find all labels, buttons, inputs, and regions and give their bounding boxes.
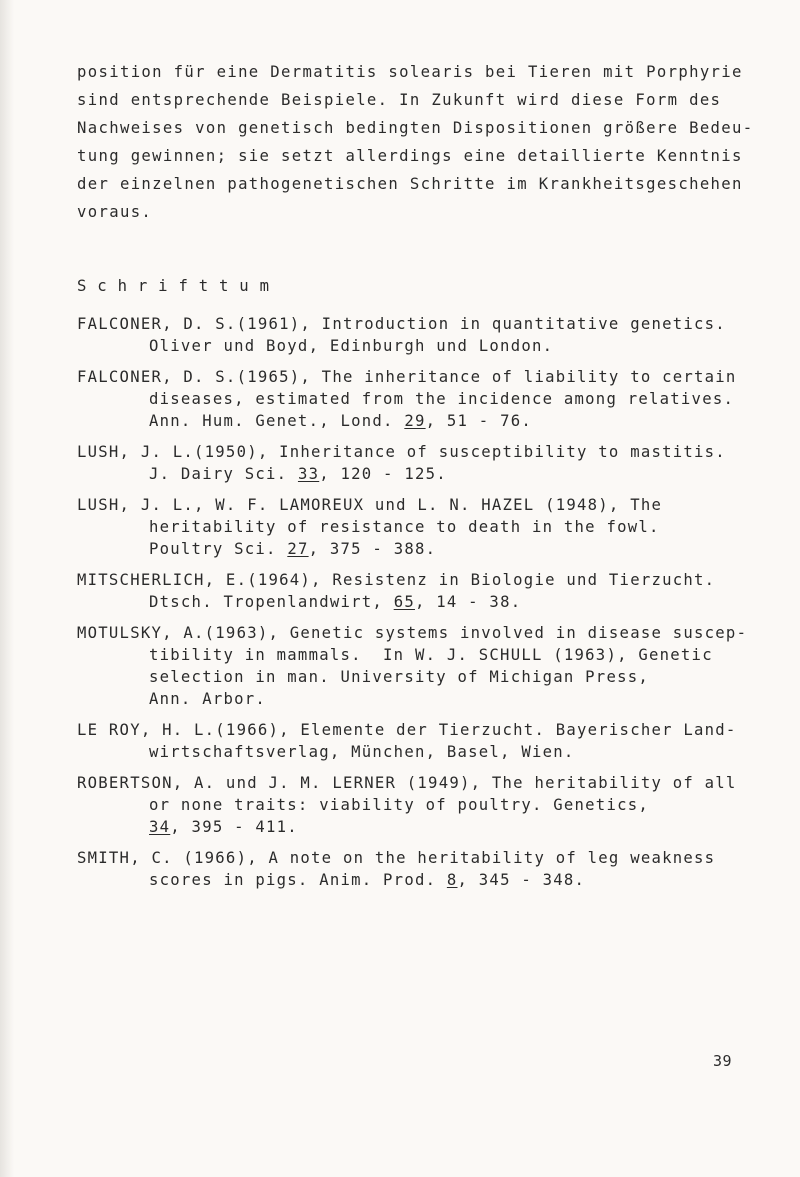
intro-line: sind entsprechende Beispiele. In Zukunft wird diese Form des xyxy=(77,91,722,109)
intro-line: der einzelnen pathogenetischen Schritte im Krankheitsgeschehen xyxy=(77,175,743,193)
reference-line xyxy=(77,388,777,410)
reference-line xyxy=(77,719,777,741)
reference-line xyxy=(77,869,777,891)
reference-line xyxy=(77,410,777,432)
reference-line xyxy=(77,847,777,869)
volume-number: 33 xyxy=(297,465,320,483)
intro-line: tung gewinnen; sie setzt allerdings eine detaillierte Kenntnis xyxy=(77,147,743,165)
reference-line xyxy=(77,622,777,644)
reference-text: Ann. Hum. Genet., Lond. xyxy=(149,412,405,430)
reference-text: diseases, estimated from the incidence among relatives. xyxy=(149,390,735,408)
reference-entry xyxy=(77,441,777,485)
reference-text: wirtschaftsverlag, München, Basel, Wien. xyxy=(149,743,575,761)
volume-number: 29 xyxy=(404,412,426,430)
reference-line xyxy=(77,591,777,613)
reference-entry xyxy=(77,569,777,613)
reference-text: , 375 - 388. xyxy=(308,540,437,558)
volume-number: 27 xyxy=(287,540,309,558)
volume-number: 34 xyxy=(149,818,171,836)
reference-line xyxy=(77,335,777,357)
reference-text: selection in man. University of Michigan Press, xyxy=(149,668,649,686)
reference-entry xyxy=(77,622,777,710)
reference-text: J. Dairy Sci. xyxy=(149,465,298,483)
reference-text: MOTULSKY, A.(1963), Genetic systems involved in disease suscep- xyxy=(77,624,748,642)
reference-entry xyxy=(77,847,777,891)
reference-line xyxy=(77,772,777,794)
reference-text: FALCONER, D. S.(1961), Introduction in quantitative genetics. xyxy=(77,315,726,333)
reference-line xyxy=(77,644,777,666)
reference-line xyxy=(77,441,777,463)
reference-line xyxy=(77,794,777,816)
reference-text: , 345 - 348. xyxy=(457,871,586,889)
intro-line: position für eine Dermatitis solearis bei Tieren mit Porphyrie xyxy=(77,63,743,81)
reference-text: tibility in mammals. In W. J. SCHULL (1963), Genetic xyxy=(149,646,713,664)
reference-entry xyxy=(77,719,777,763)
reference-line xyxy=(77,366,777,388)
intro-line: Nachweises von genetisch bedingten Dispositionen größere Bedeu- xyxy=(77,119,754,137)
reference-text: , 14 - 38. xyxy=(414,593,522,611)
reference-text: Poultry Sci. xyxy=(149,540,288,558)
reference-line xyxy=(77,313,777,335)
reference-line xyxy=(77,494,777,516)
reference-entry xyxy=(77,366,777,432)
volume-number: 65 xyxy=(393,593,415,611)
reference-text: LUSH, J. L.(1950), Inheritance of susceptibility to mastitis. xyxy=(77,443,726,461)
reference-text: LE ROY, H. L.(1966), Elemente der Tierzucht. Bayerischer Land- xyxy=(77,721,737,739)
reference-entry xyxy=(77,313,777,357)
reference-text: LUSH, J. L., W. F. LAMOREUX und L. N. HAZEL (1948), The xyxy=(77,496,663,514)
volume-number: 8 xyxy=(446,871,458,889)
reference-text: ROBERTSON, A. und J. M. LERNER (1949), The heritability of all xyxy=(77,774,737,792)
reference-text: SMITH, C. (1966), A note on the heritability of leg weakness xyxy=(77,849,716,867)
reference-text: , 51 - 76. xyxy=(425,412,532,430)
reference-line xyxy=(77,538,777,560)
reference-line xyxy=(77,741,777,763)
intro-line: voraus. xyxy=(77,203,153,221)
reference-line xyxy=(77,666,777,688)
reference-text: Oliver und Boyd, Edinburgh und London. xyxy=(149,337,554,355)
reference-text: , 395 - 411. xyxy=(170,818,298,836)
reference-line xyxy=(77,688,777,710)
reference-text: scores in pigs. Anim. Prod. xyxy=(149,871,447,889)
reference-text: FALCONER, D. S.(1965), The inheritance of liability to certain xyxy=(77,368,737,386)
reference-line xyxy=(77,516,777,538)
reference-text: MITSCHERLICH, E.(1964), Resistenz in Biologie und Tierzucht. xyxy=(77,571,716,589)
reference-line xyxy=(77,569,777,591)
page-number: 39 xyxy=(713,1052,733,1070)
reference-entry xyxy=(77,494,777,560)
section-heading: Schrifttum xyxy=(77,277,280,295)
reference-line xyxy=(77,463,777,485)
reference-entry xyxy=(77,772,777,838)
reference-text: Dtsch. Tropenlandwirt, xyxy=(149,593,394,611)
reference-text: heritability of resistance to death in the fowl. xyxy=(149,518,660,536)
reference-text: Ann. Arbor. xyxy=(149,690,267,708)
reference-line xyxy=(77,816,777,838)
page-edge-shadow xyxy=(0,0,14,1177)
reference-text: , 120 - 125. xyxy=(319,465,447,483)
reference-text: or none traits: viability of poultry. Genetics, xyxy=(149,796,649,814)
reference-list xyxy=(77,313,777,900)
intro-paragraph xyxy=(77,58,767,226)
